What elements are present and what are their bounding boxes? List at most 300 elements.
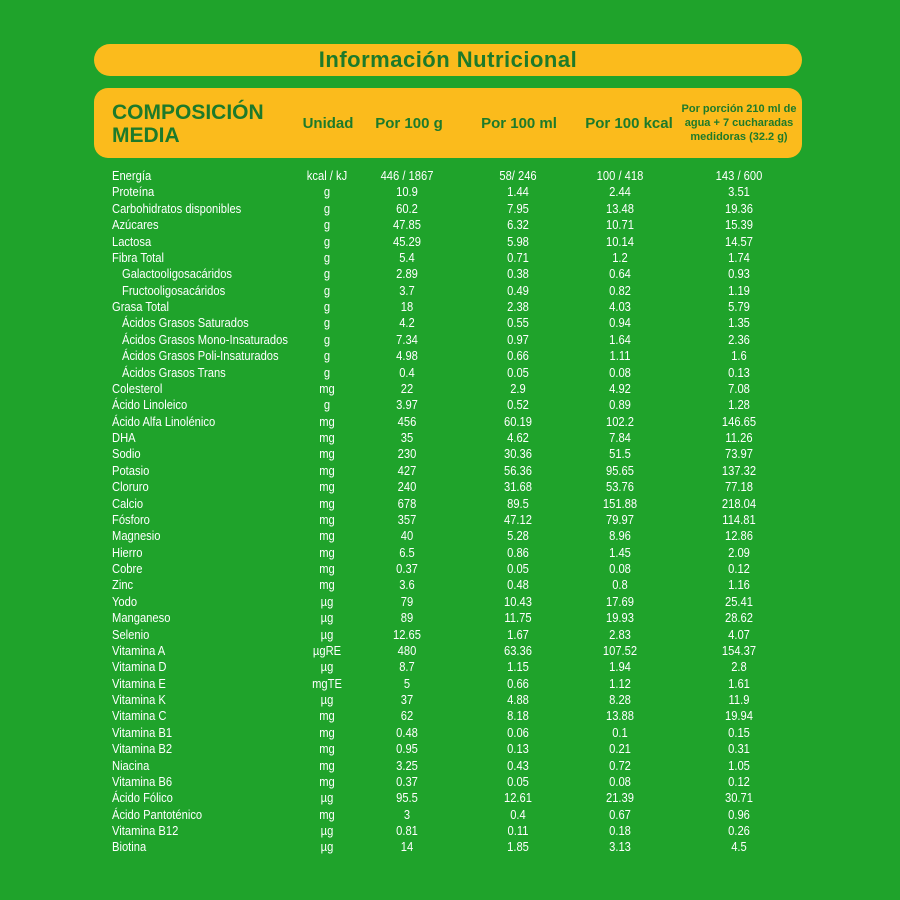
value-per-100ml: 0.13 — [507, 741, 529, 757]
table-row — [0, 381, 900, 397]
nutrient-name: Ácidos Grasos Mono-Insaturados — [122, 331, 288, 347]
nutrient-name: Vitamina B1 — [112, 724, 173, 740]
table-row — [0, 315, 900, 331]
unit-cell: g — [323, 266, 331, 282]
value-per-100g: 446 / 1867 — [380, 168, 434, 183]
value-per-100ml: 0.43 — [507, 757, 529, 773]
nutrient-name: Calcio — [112, 495, 144, 511]
value-per-100g: 427 — [397, 462, 417, 478]
value-per-portion: 1.16 — [728, 577, 750, 593]
value-per-100kcal: 1.12 — [609, 675, 631, 691]
value-per-portion: 0.12 — [728, 773, 750, 789]
value-per-100g: 0.48 — [396, 724, 418, 740]
table-row — [0, 659, 900, 675]
value-per-100ml: 0.52 — [507, 397, 529, 413]
nutrient-name: Sodio — [112, 446, 141, 462]
nutrient-name: Lactosa — [112, 233, 152, 249]
value-per-100g: 3.7 — [399, 282, 415, 298]
nutrient-name: Ácido Alfa Linolénico — [112, 413, 216, 429]
value-per-100g: 35 — [400, 430, 414, 445]
table-row — [0, 823, 900, 839]
table-row — [0, 594, 900, 610]
table-row — [0, 577, 900, 593]
nutrient-name: Potasio — [112, 462, 150, 478]
value-per-100kcal: 1.11 — [609, 348, 631, 364]
unit-cell: µg — [320, 823, 334, 838]
unit-cell: kcal / kJ — [306, 168, 348, 183]
nutrient-name: Biotina — [112, 839, 147, 855]
value-per-portion: 30.71 — [724, 790, 753, 806]
value-per-portion: 73.97 — [724, 446, 753, 462]
unit-cell: mg — [319, 724, 335, 740]
nutrient-name: Fósforo — [112, 511, 150, 527]
nutrient-name: Colesterol — [112, 380, 163, 396]
value-per-100ml: 56.36 — [503, 462, 532, 478]
value-per-100kcal: 0.64 — [609, 266, 631, 282]
value-per-100kcal: 0.18 — [609, 823, 631, 838]
value-per-portion: 0.12 — [728, 561, 750, 576]
nutrition-table — [0, 168, 900, 856]
unit-cell: mg — [319, 806, 335, 822]
nutrient-name: Carbohidratos disponibles — [112, 200, 242, 216]
table-row — [0, 561, 900, 577]
unit-cell: mgTE — [312, 675, 342, 691]
value-per-portion: 0.93 — [728, 266, 750, 282]
value-per-portion: 2.09 — [728, 544, 750, 560]
value-per-portion: 5.79 — [728, 299, 750, 314]
unit-cell: µgRE — [312, 642, 342, 658]
value-per-100kcal: 107.52 — [602, 642, 638, 658]
value-per-100ml: 0.11 — [507, 823, 529, 838]
value-per-100kcal: 17.69 — [605, 593, 634, 609]
value-per-100kcal: 10.71 — [605, 217, 634, 233]
unit-cell: g — [323, 282, 331, 298]
value-per-portion: 114.81 — [722, 511, 756, 527]
value-per-100kcal: 2.44 — [609, 184, 631, 200]
unit-cell: g — [323, 364, 331, 380]
value-per-100g: 0.95 — [396, 741, 418, 757]
value-per-100kcal: 4.92 — [609, 380, 631, 396]
unit-cell: mg — [319, 511, 335, 527]
table-row — [0, 168, 900, 184]
value-per-100ml: 0.06 — [507, 724, 529, 740]
nutrient-name: Vitamina B12 — [112, 823, 179, 838]
value-per-100g: 0.4 — [399, 364, 415, 380]
unit-cell: g — [323, 217, 331, 233]
value-per-portion: 77.18 — [724, 479, 753, 495]
nutrient-name: Ácidos Grasos Trans — [122, 364, 226, 380]
value-per-100g: 37 — [400, 692, 414, 707]
table-row — [0, 512, 900, 528]
value-per-100ml: 6.32 — [507, 217, 529, 233]
unit-cell: mg — [319, 380, 335, 396]
value-per-100ml: 4.62 — [507, 430, 529, 445]
value-per-portion: 218.04 — [721, 495, 757, 511]
nutrient-name: Selenio — [112, 626, 150, 642]
unit-cell: mg — [319, 773, 335, 789]
unit-cell: g — [323, 249, 331, 265]
table-row — [0, 496, 900, 512]
header-per-100kcal: Por 100 kcal — [585, 114, 673, 132]
value-per-100kcal: 7.84 — [609, 430, 631, 445]
value-per-100kcal: 10.14 — [605, 233, 634, 249]
unit-cell: µg — [320, 790, 334, 806]
table-row — [0, 545, 900, 561]
value-per-100ml: 2.38 — [507, 299, 529, 314]
value-per-100g: 89 — [400, 610, 414, 626]
value-per-portion: 11.26 — [725, 430, 753, 445]
value-per-portion: 2.8 — [731, 659, 747, 675]
value-per-portion: 154.37 — [721, 642, 757, 658]
nutrient-name: Ácido Linoleico — [112, 397, 188, 413]
value-per-100g: 230 — [397, 446, 417, 462]
value-per-100kcal: 0.08 — [609, 773, 631, 789]
value-per-100ml: 31.68 — [503, 479, 532, 495]
value-per-100g: 6.5 — [399, 544, 415, 560]
value-per-portion: 1.6 — [731, 348, 747, 364]
nutrient-name: Ácidos Grasos Saturados — [122, 315, 249, 331]
value-per-100g: 8.7 — [399, 659, 415, 675]
value-per-100g: 7.34 — [396, 331, 418, 347]
value-per-portion: 1.35 — [728, 315, 750, 331]
value-per-100kcal: 0.8 — [612, 577, 628, 593]
nutrient-name: Manganeso — [112, 610, 171, 626]
value-per-100kcal: 19.93 — [605, 610, 634, 626]
value-per-100kcal: 8.28 — [609, 692, 631, 707]
value-per-100ml: 12.61 — [503, 790, 532, 806]
value-per-portion: 137.32 — [721, 462, 757, 478]
nutrient-name: Vitamina C — [112, 708, 167, 724]
value-per-100g: 18 — [400, 299, 414, 314]
value-per-100g: 4.2 — [399, 315, 415, 331]
unit-cell: µg — [320, 659, 334, 675]
nutrient-name: Fibra Total — [112, 249, 165, 265]
unit-cell: µg — [320, 692, 334, 707]
value-per-100kcal: 13.48 — [605, 200, 634, 216]
table-row — [0, 741, 900, 757]
value-per-100ml: 0.49 — [507, 282, 529, 298]
table-row — [0, 479, 900, 495]
value-per-100kcal: 95.65 — [605, 462, 634, 478]
nutrient-name: Ácido Fólico — [112, 790, 173, 806]
table-row — [0, 184, 900, 200]
table-row — [0, 774, 900, 790]
value-per-portion: 0.26 — [728, 823, 750, 838]
value-per-100ml: 4.88 — [507, 692, 529, 707]
nutrient-name: Vitamina E — [112, 675, 166, 691]
value-per-100ml: 58/ 246 — [499, 168, 537, 183]
value-per-100kcal: 1.45 — [609, 544, 631, 560]
nutrient-name: Ácidos Grasos Poli-Insaturados — [122, 348, 279, 364]
unit-cell: g — [323, 200, 331, 216]
value-per-portion: 2.36 — [728, 331, 750, 347]
nutrient-name: Magnesio — [112, 528, 161, 544]
value-per-100g: 2.89 — [396, 266, 418, 282]
unit-cell: g — [323, 331, 331, 347]
table-row — [0, 528, 900, 544]
table-row — [0, 234, 900, 250]
header-per-portion: Por porción 210 ml de agua + 7 cucharadas medidoras (32.2 g) — [681, 103, 797, 143]
unit-cell: g — [323, 299, 331, 314]
value-per-100g: 456 — [397, 413, 417, 429]
table-row — [0, 414, 900, 430]
table-row — [0, 725, 900, 741]
value-per-100ml: 0.48 — [507, 577, 529, 593]
value-per-portion: 19.36 — [724, 200, 753, 216]
value-per-100ml: 0.05 — [507, 773, 529, 789]
table-row — [0, 790, 900, 806]
unit-cell: g — [323, 397, 331, 413]
table-row — [0, 676, 900, 692]
value-per-100kcal: 0.08 — [609, 561, 631, 576]
value-per-100ml: 0.4 — [510, 806, 526, 822]
value-per-100kcal: 79.97 — [605, 511, 634, 527]
value-per-100g: 10.9 — [396, 184, 418, 200]
value-per-portion: 1.05 — [728, 757, 750, 773]
header-composition: COMPOSICIÓN MEDIA — [112, 101, 264, 147]
unit-cell: mg — [319, 708, 335, 724]
value-per-100g: 14 — [400, 839, 414, 855]
value-per-portion: 1.19 — [728, 282, 750, 298]
nutrient-name: Hierro — [112, 544, 143, 560]
unit-cell: g — [323, 348, 331, 364]
value-per-100g: 3.25 — [396, 757, 418, 773]
value-per-100ml: 5.28 — [507, 528, 529, 544]
value-per-100ml: 30.36 — [503, 446, 532, 462]
value-per-100g: 0.37 — [396, 561, 418, 576]
value-per-100ml: 7.95 — [507, 200, 529, 216]
unit-cell: µg — [320, 839, 334, 855]
table-row — [0, 708, 900, 724]
value-per-portion: 11.9 — [728, 692, 750, 707]
nutrient-name: Ácido Pantoténico — [112, 806, 203, 822]
nutrient-name: Galactooligosacáridos — [122, 266, 232, 282]
value-per-portion: 0.96 — [728, 806, 750, 822]
value-per-portion: 3.51 — [728, 184, 750, 200]
unit-cell: mg — [319, 757, 335, 773]
value-per-portion: 19.94 — [724, 708, 753, 724]
value-per-100g: 5 — [403, 675, 411, 691]
value-per-100g: 4.98 — [396, 348, 418, 364]
nutrient-name: Cobre — [112, 561, 143, 576]
value-per-100kcal: 0.89 — [609, 397, 631, 413]
value-per-100kcal: 3.13 — [609, 839, 631, 855]
unit-cell: g — [323, 233, 331, 249]
value-per-portion: 143 / 600 — [715, 168, 763, 183]
unit-cell: µg — [320, 610, 334, 626]
table-row — [0, 332, 900, 348]
table-row — [0, 348, 900, 364]
nutrient-name: Zinc — [112, 577, 134, 593]
unit-cell: g — [323, 184, 331, 200]
table-row — [0, 758, 900, 774]
unit-cell: mg — [319, 528, 335, 544]
unit-cell: mg — [319, 577, 335, 593]
nutrient-name: DHA — [112, 430, 136, 445]
nutrient-name: Vitamina D — [112, 659, 167, 675]
value-per-100ml: 11.75 — [504, 610, 532, 626]
table-row — [0, 643, 900, 659]
value-per-100g: 79 — [400, 593, 414, 609]
value-per-100ml: 5.98 — [507, 233, 529, 249]
value-per-100kcal: 13.88 — [605, 708, 634, 724]
unit-cell: µg — [320, 626, 334, 642]
table-row — [0, 446, 900, 462]
value-per-100ml: 0.05 — [507, 364, 529, 380]
table-row — [0, 610, 900, 626]
value-per-100g: 95.5 — [396, 790, 418, 806]
value-per-portion: 1.28 — [728, 397, 750, 413]
table-row — [0, 627, 900, 643]
table-row — [0, 807, 900, 823]
value-per-portion: 0.31 — [728, 741, 750, 757]
unit-cell: mg — [319, 413, 335, 429]
value-per-100ml: 60.19 — [503, 413, 532, 429]
unit-cell: mg — [319, 561, 335, 576]
nutrient-name: Proteína — [112, 184, 155, 200]
value-per-portion: 28.62 — [724, 610, 753, 626]
value-per-100kcal: 4.03 — [609, 299, 631, 314]
value-per-portion: 0.13 — [728, 364, 750, 380]
table-row — [0, 266, 900, 282]
value-per-100kcal: 0.1 — [612, 724, 628, 740]
value-per-100ml: 2.9 — [510, 380, 526, 396]
value-per-100ml: 10.43 — [503, 593, 532, 609]
value-per-100ml: 47.12 — [503, 511, 532, 527]
value-per-100ml: 63.36 — [503, 642, 532, 658]
nutrient-name: Cloruro — [112, 479, 149, 495]
value-per-100ml: 0.66 — [507, 348, 529, 364]
value-per-100ml: 1.15 — [507, 659, 529, 675]
value-per-100kcal: 21.39 — [605, 790, 634, 806]
nutrient-name: Vitamina B2 — [112, 741, 173, 757]
table-row — [0, 250, 900, 266]
nutrient-name: Fructooligosacáridos — [122, 282, 226, 298]
value-per-100kcal: 0.08 — [609, 364, 631, 380]
value-per-100ml: 0.55 — [507, 315, 529, 331]
value-per-100kcal: 102.2 — [605, 413, 634, 429]
table-row — [0, 283, 900, 299]
value-per-100g: 0.81 — [396, 823, 418, 838]
value-per-100g: 60.2 — [396, 200, 418, 216]
value-per-100ml: 1.67 — [507, 626, 529, 642]
header-unit: Unidad — [302, 114, 354, 132]
value-per-100kcal: 1.64 — [609, 331, 631, 347]
value-per-portion: 0.15 — [728, 724, 750, 740]
value-per-100g: 0.37 — [396, 773, 418, 789]
value-per-portion: 1.61 — [728, 675, 750, 691]
value-per-100g: 3 — [403, 806, 411, 822]
value-per-100kcal: 1.94 — [609, 659, 631, 675]
value-per-portion: 12.86 — [724, 528, 753, 544]
value-per-portion: 25.41 — [724, 593, 753, 609]
nutrient-name: Grasa Total — [112, 299, 169, 314]
value-per-100g: 12.65 — [392, 626, 421, 642]
value-per-100g: 678 — [397, 495, 417, 511]
table-row — [0, 201, 900, 217]
value-per-100ml: 1.44 — [507, 184, 529, 200]
table-row — [0, 839, 900, 855]
value-per-100g: 480 — [397, 642, 417, 658]
unit-cell: mg — [319, 430, 335, 445]
value-per-100kcal: 51.5 — [609, 446, 631, 462]
nutrient-name: Yodo — [112, 593, 138, 609]
value-per-100ml: 8.18 — [507, 708, 529, 724]
value-per-100kcal: 0.94 — [609, 315, 631, 331]
header-per-100ml: Por 100 ml — [481, 114, 557, 132]
value-per-100ml: 0.97 — [507, 331, 529, 347]
nutrient-name: Vitamina B6 — [112, 773, 173, 789]
page-title: Información Nutricional — [318, 47, 578, 72]
table-row — [0, 365, 900, 381]
value-per-portion: 7.08 — [728, 380, 750, 396]
value-per-100g: 357 — [397, 511, 417, 527]
value-per-100kcal: 0.82 — [609, 282, 631, 298]
table-row — [0, 430, 900, 446]
value-per-100ml: 0.66 — [507, 675, 529, 691]
nutrient-name: Energía — [112, 168, 152, 183]
value-per-100ml: 0.05 — [507, 561, 529, 576]
table-row — [0, 463, 900, 479]
unit-cell: mg — [319, 446, 335, 462]
value-per-100g: 5.4 — [399, 249, 415, 265]
unit-cell: g — [323, 315, 331, 331]
table-row — [0, 397, 900, 413]
value-per-100ml: 0.86 — [507, 544, 529, 560]
value-per-100ml: 0.38 — [507, 266, 529, 282]
header-per-100g: Por 100 g — [375, 114, 443, 132]
value-per-100kcal: 0.21 — [609, 741, 631, 757]
value-per-100ml: 1.85 — [507, 839, 529, 855]
value-per-portion: 15.39 — [724, 217, 753, 233]
value-per-portion: 14.57 — [724, 233, 753, 249]
value-per-100g: 240 — [397, 479, 417, 495]
nutrient-name: Niacina — [112, 757, 150, 773]
unit-cell: mg — [319, 495, 335, 511]
value-per-100g: 3.97 — [396, 397, 418, 413]
value-per-100g: 62 — [400, 708, 414, 724]
value-per-100kcal: 53.76 — [605, 479, 634, 495]
value-per-100g: 3.6 — [399, 577, 415, 593]
unit-cell: mg — [319, 479, 335, 495]
value-per-100g: 45.29 — [392, 233, 421, 249]
value-per-100g: 40 — [400, 528, 414, 544]
unit-cell: mg — [319, 462, 335, 478]
value-per-100ml: 0.71 — [507, 249, 529, 265]
value-per-100kcal: 100 / 418 — [596, 168, 644, 183]
value-per-100ml: 89.5 — [507, 495, 529, 511]
nutrient-name: Azúcares — [112, 217, 159, 233]
table-row — [0, 217, 900, 233]
unit-cell: µg — [320, 593, 334, 609]
table-row — [0, 692, 900, 708]
value-per-100kcal: 8.96 — [609, 528, 631, 544]
value-per-100g: 47.85 — [392, 217, 421, 233]
unit-cell: mg — [319, 544, 335, 560]
value-per-100kcal: 151.88 — [602, 495, 638, 511]
value-per-portion: 1.74 — [728, 249, 750, 265]
value-per-100kcal: 1.2 — [612, 249, 628, 265]
value-per-100kcal: 2.83 — [609, 626, 631, 642]
value-per-portion: 4.07 — [728, 626, 750, 642]
unit-cell: mg — [319, 741, 335, 757]
table-row — [0, 299, 900, 315]
value-per-100kcal: 0.67 — [609, 806, 631, 822]
nutrient-name: Vitamina A — [112, 642, 166, 658]
nutrient-name: Vitamina K — [112, 692, 166, 707]
value-per-100g: 22 — [400, 380, 414, 396]
value-per-100kcal: 0.72 — [609, 757, 631, 773]
